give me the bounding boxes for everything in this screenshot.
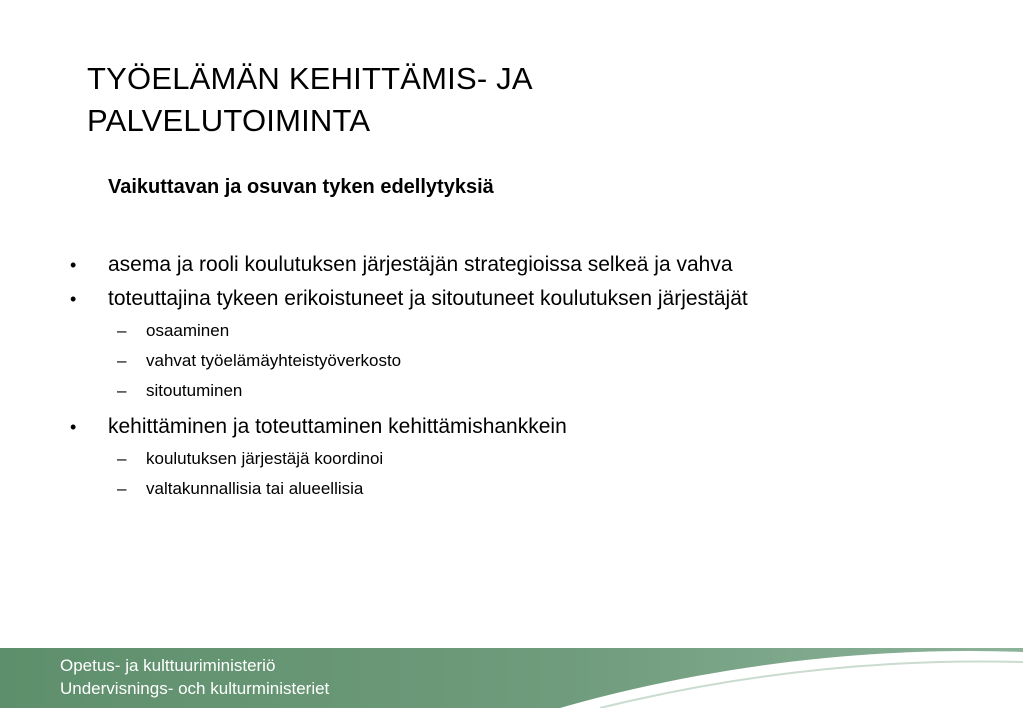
dash-marker: –	[117, 381, 127, 400]
list-item-text: toteuttajina tykeen erikoistuneet ja sitoutuneet koulutuksen järjestäjät	[108, 287, 748, 310]
slide-title	[87, 58, 887, 142]
list-item	[0, 282, 1023, 316]
bullet-marker: •	[70, 255, 77, 275]
dash-marker: –	[117, 321, 127, 340]
sub-list-item	[0, 346, 1023, 376]
dash-marker: –	[117, 351, 127, 370]
sub-list-item-text: valtakunnallisia tai alueellisia	[146, 479, 364, 498]
bullet-marker: •	[70, 289, 77, 309]
sub-list-item-text: osaaminen	[146, 321, 230, 340]
list-item	[0, 410, 1023, 444]
slide-subtitle: Vaikuttavan ja osuvan tyken edellytyksiä	[108, 176, 494, 198]
ministry-name-finnish: Opetus- ja kulttuuriministeriö	[60, 656, 276, 675]
sub-list-item-text: koulutuksen järjestäjä koordinoi	[146, 449, 384, 468]
list-item	[0, 248, 1023, 282]
ministry-name-swedish: Undervisnings- och kulturministeriet	[60, 679, 330, 698]
slide-title-line1: TYÖELÄMÄN KEHITTÄMIS- JA	[87, 61, 533, 96]
dash-marker: –	[117, 479, 127, 498]
sub-list-item-text: sitoutuminen	[146, 381, 243, 400]
sub-list-item	[0, 376, 1023, 410]
slide-title-line2: PALVELUTOIMINTA	[87, 103, 371, 138]
bullet-list	[0, 248, 1023, 504]
sub-list-item	[0, 316, 1023, 346]
sub-list-item-text: vahvat työelämäyhteistyöverkosto	[146, 351, 402, 370]
list-item-text: asema ja rooli koulutuksen järjestäjän strategioissa selkeä ja vahva	[108, 253, 733, 276]
sub-list-item	[0, 444, 1023, 474]
list-item-text: kehittäminen ja toteuttaminen kehittämishankkein	[108, 415, 567, 438]
bullet-marker: •	[70, 417, 77, 437]
sub-list-item	[0, 474, 1023, 504]
ministry-logo-text	[60, 654, 329, 700]
dash-marker: –	[117, 449, 127, 468]
